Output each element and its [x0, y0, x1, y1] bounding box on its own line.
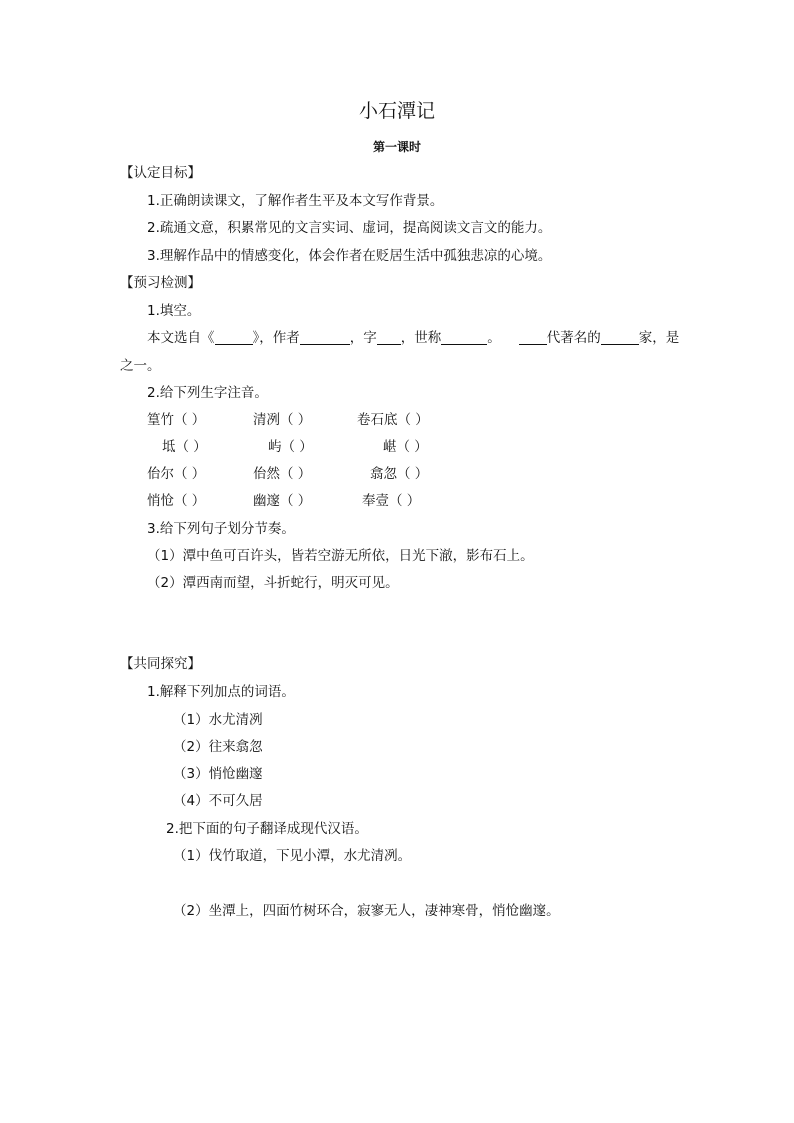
blank-line[interactable] — [441, 330, 487, 345]
pinyin-label: 2.给下列生字注音。 — [147, 385, 268, 401]
blank-line[interactable] — [215, 330, 253, 345]
explore-heading: 【共同探究】 — [120, 656, 201, 672]
fill-text: 家，是 — [638, 330, 680, 346]
blank-line[interactable] — [300, 330, 350, 345]
pinyin-item: 屿（ ） — [268, 439, 313, 455]
blank-line[interactable] — [519, 330, 547, 345]
pinyin-item: 卷石底（ ） — [357, 412, 429, 428]
rhythm-item: （2）潭西南而望，斗折蛇行，明灭可见。 — [147, 575, 399, 591]
fill-text: 本文选自《 — [147, 330, 215, 346]
blank-line[interactable] — [377, 330, 401, 345]
goal-item: 2.疏通文意，积累常见的文言实词、虚词，提高阅读文言文的能力。 — [147, 220, 552, 236]
fill-text: ，世称 — [400, 330, 442, 346]
explain-item: （1）水尤清冽 — [173, 712, 263, 728]
preview-heading: 【预习检测】 — [120, 275, 201, 291]
pinyin-item: 奉壹（ ） — [362, 493, 421, 509]
blank-line[interactable] — [601, 330, 639, 345]
pinyin-item: 佁尔（ ） — [147, 466, 206, 482]
pinyin-item: 篁竹（ ） — [147, 412, 206, 428]
explain-item: （4）不可久居 — [173, 793, 263, 809]
translate-item: （2）坐潭上，四面竹树环合，寂寥无人，凄神寒骨，悄怆幽邃。 — [173, 903, 560, 919]
explain-item: （3）悄怆幽邃 — [173, 766, 263, 782]
pinyin-item: 翕忽（ ） — [370, 466, 429, 482]
fill-text: 之一。 — [120, 358, 161, 374]
page-title: 小石潭记 — [358, 100, 435, 122]
goal-item: 1.正确朗读课文，了解作者生平及本文写作背景。 — [147, 193, 444, 209]
lesson-subtitle: 第一课时 — [372, 140, 421, 154]
fill-text: ，字 — [349, 330, 377, 346]
translate-item: （1）伐竹取道，下见小潭，水尤清冽。 — [173, 848, 412, 864]
pinyin-item: 清冽（ ） — [253, 412, 312, 428]
fill-blank-sentence — [147, 329, 679, 347]
fill-text: 》，作者 — [252, 330, 300, 346]
fill-text: 代著名的 — [546, 330, 601, 346]
translate-label: 2.把下面的句子翻译成现代汉语。 — [166, 821, 368, 837]
rhythm-label: 3.给下列句子划分节奏。 — [147, 521, 295, 537]
fill-text: 。 — [487, 330, 501, 346]
pinyin-item: 佁然（ ） — [253, 466, 312, 482]
explain-item: （2）往来翕忽 — [173, 739, 263, 755]
pinyin-item: 幽邃（ ） — [253, 493, 312, 509]
explain-label: 1.解释下列加点的词语。 — [147, 684, 295, 700]
rhythm-item: （1）潭中鱼可百许头，皆若空游无所依，日光下澈，影布石上。 — [147, 548, 534, 564]
pinyin-item: 嵁（ ） — [383, 439, 428, 455]
goals-heading: 【认定目标】 — [120, 165, 201, 181]
fill-blank-label: 1.填空。 — [147, 303, 201, 319]
pinyin-item: 悄怆（ ） — [147, 493, 206, 509]
goal-item: 3.理解作品中的情感变化，体会作者在贬居生活中孤独悲凉的心境。 — [147, 248, 552, 264]
pinyin-item: 坻（ ） — [162, 439, 207, 455]
